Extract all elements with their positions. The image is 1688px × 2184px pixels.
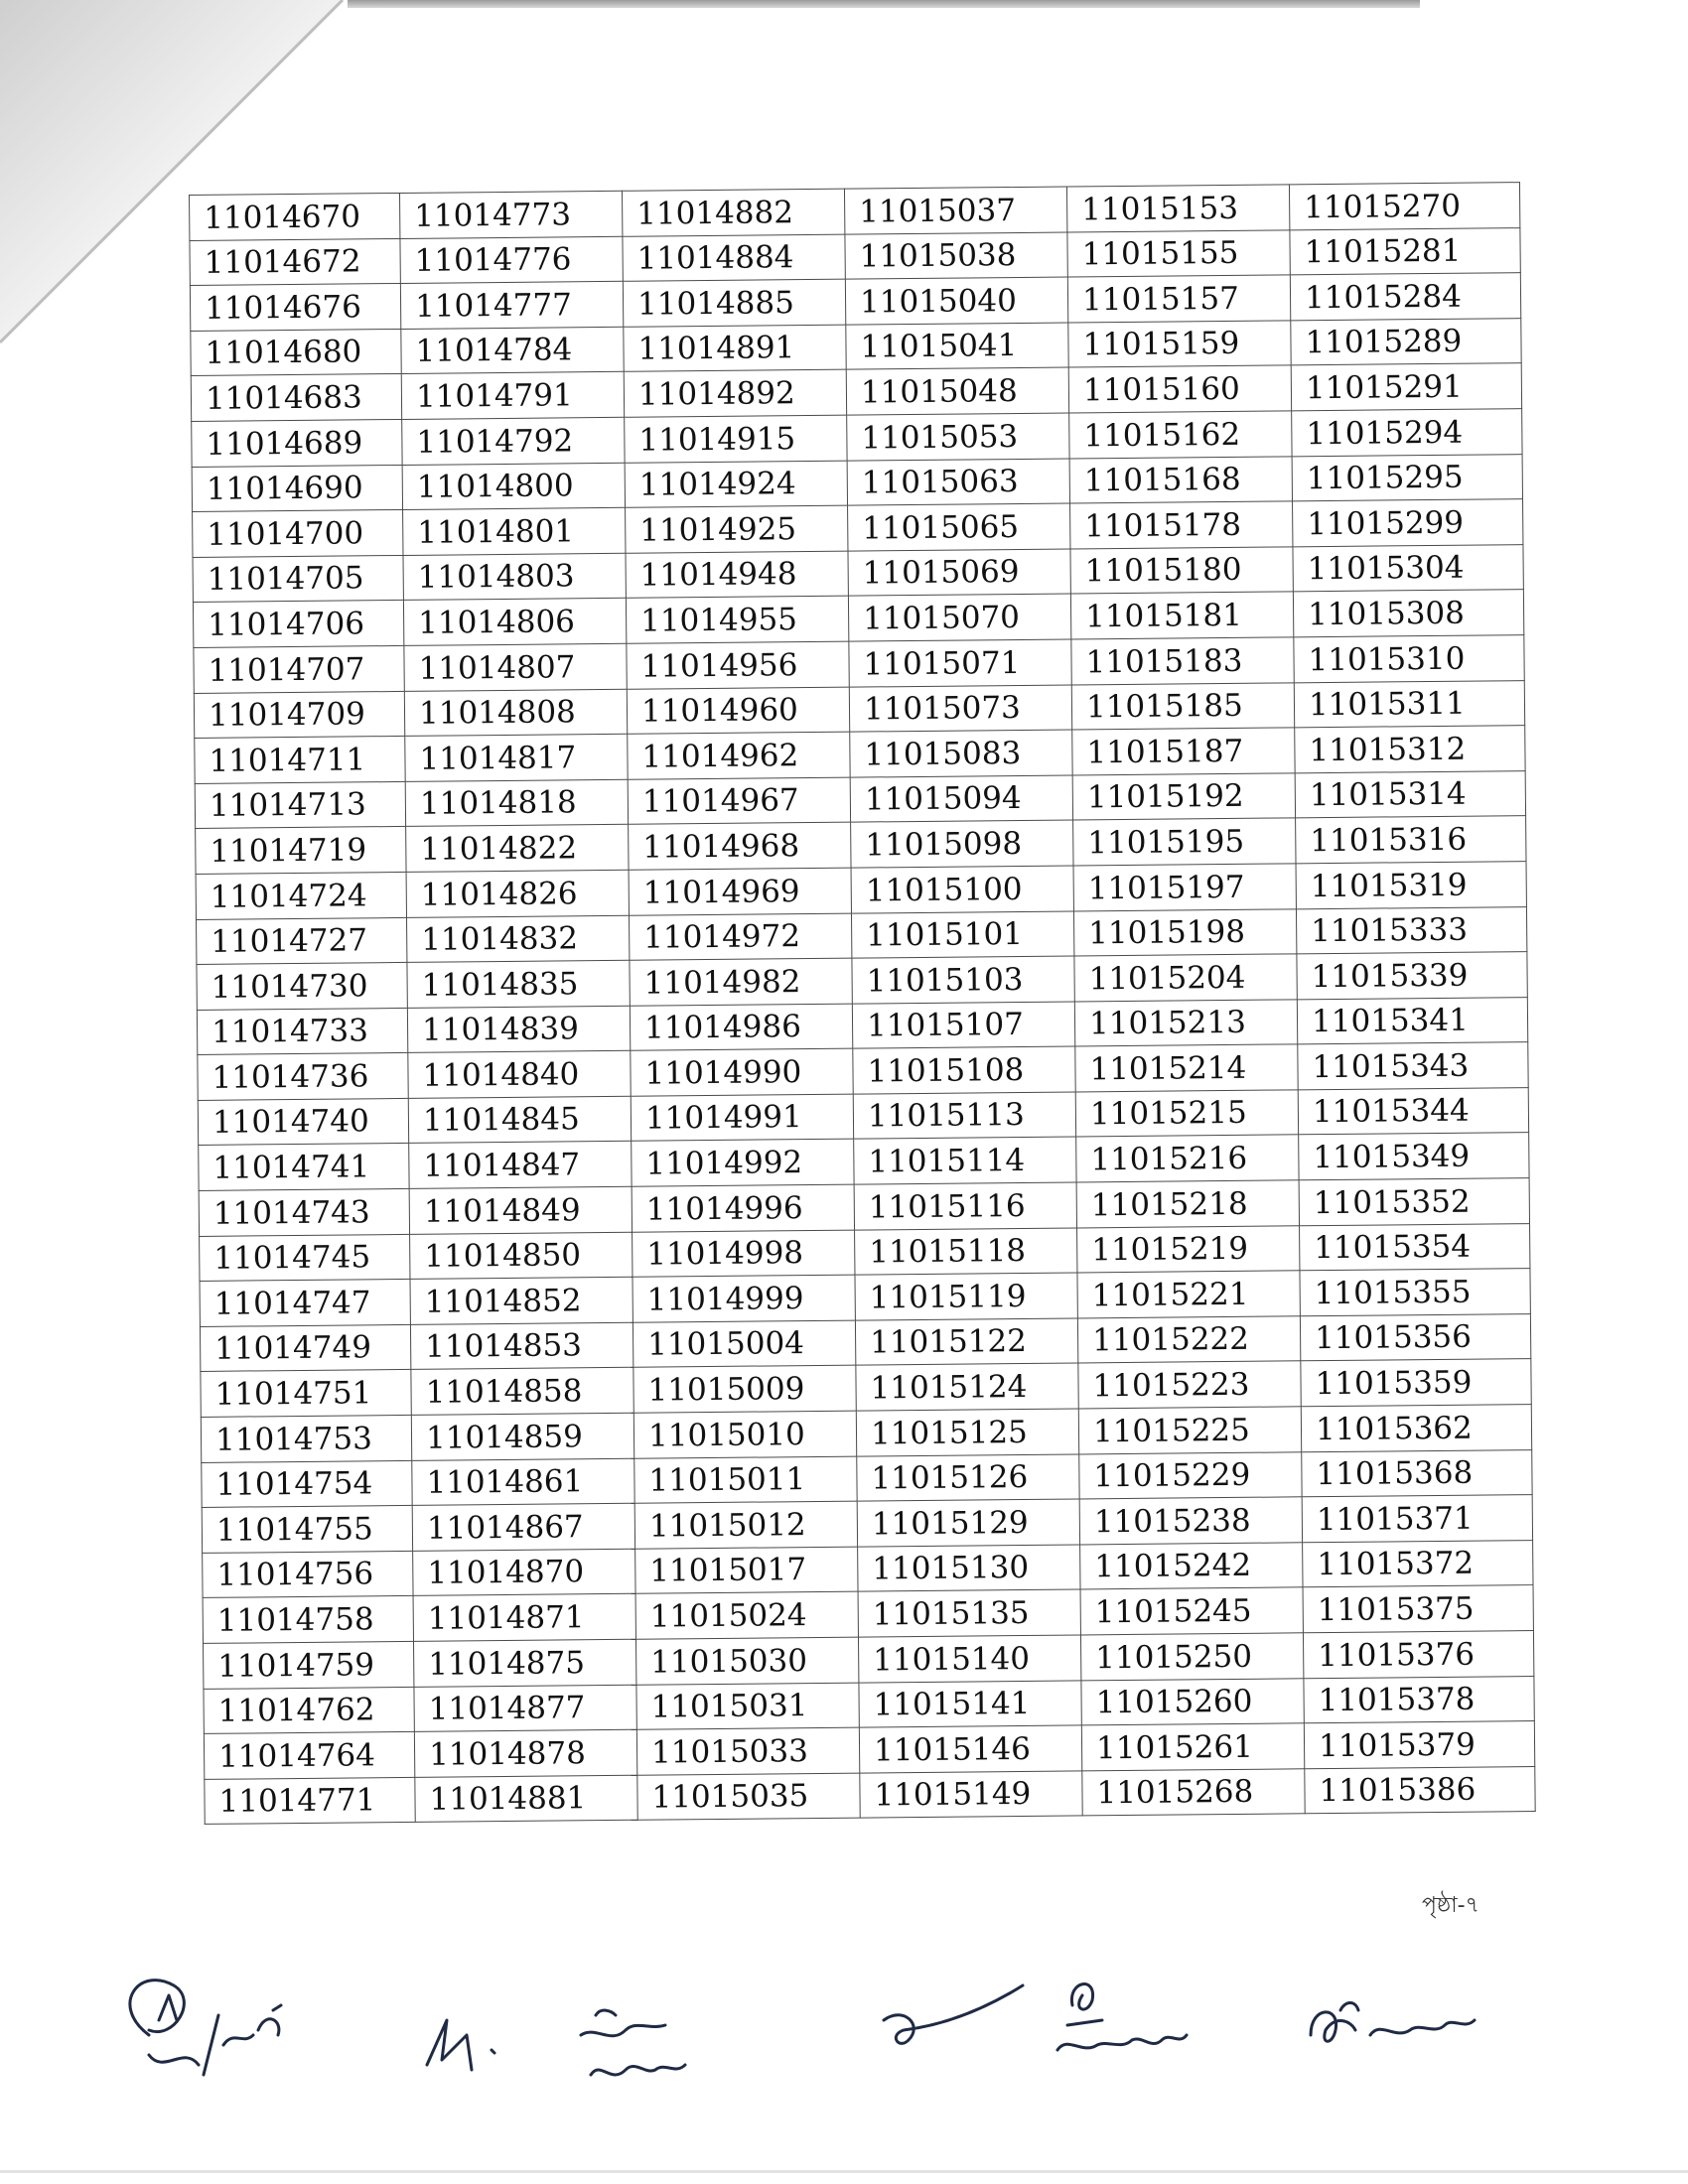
id-cell: 11014733 <box>197 1008 407 1055</box>
id-cell: 11015310 <box>1294 635 1524 683</box>
id-cell: 11015218 <box>1076 1180 1299 1228</box>
id-cell: 11015040 <box>845 277 1067 325</box>
id-cell: 11014740 <box>198 1098 408 1146</box>
id-cell: 11015114 <box>854 1137 1076 1184</box>
id-cell: 11014877 <box>414 1685 636 1732</box>
id-cell: 11015107 <box>852 1002 1074 1049</box>
id-cell: 11014998 <box>633 1230 855 1278</box>
id-cell: 11014859 <box>411 1413 633 1460</box>
id-cell: 11014727 <box>197 917 407 965</box>
id-cell: 11015116 <box>854 1182 1076 1230</box>
id-cell: 11015311 <box>1294 680 1524 728</box>
id-cell: 11015260 <box>1081 1678 1304 1725</box>
id-cell: 11015349 <box>1299 1133 1529 1180</box>
id-cell: 11014991 <box>631 1094 853 1142</box>
id-cell: 11015222 <box>1077 1316 1300 1364</box>
id-cell: 11015362 <box>1301 1405 1531 1452</box>
id-cell: 11014672 <box>190 238 400 286</box>
id-cell: 11015135 <box>858 1589 1080 1637</box>
id-cell: 11014878 <box>414 1729 636 1777</box>
id-cell: 11015094 <box>850 775 1072 823</box>
id-cell: 11015344 <box>1298 1087 1528 1135</box>
id-cell: 11014881 <box>415 1775 637 1823</box>
id-cell: 11015141 <box>859 1681 1081 1728</box>
id-cell: 11015070 <box>848 594 1070 641</box>
id-cell: 11014853 <box>410 1322 633 1370</box>
id-cell: 11014753 <box>201 1415 411 1462</box>
id-cell: 11015181 <box>1070 592 1293 639</box>
id-cell: 11015354 <box>1300 1223 1530 1271</box>
id-cell: 11014755 <box>202 1506 412 1554</box>
id-cell: 11015011 <box>634 1456 857 1504</box>
signature-row <box>0 1926 1688 2124</box>
id-cell: 11014792 <box>402 417 625 465</box>
id-cell: 11014915 <box>625 415 847 463</box>
id-cell: 11014956 <box>627 641 849 689</box>
id-cell: 11015153 <box>1066 185 1289 232</box>
id-cell: 11015035 <box>637 1773 860 1821</box>
id-cell: 11014839 <box>407 1006 630 1053</box>
id-cell: 11014840 <box>408 1051 631 1099</box>
id-cell: 11015308 <box>1293 590 1523 637</box>
id-cell: 11015155 <box>1067 229 1290 277</box>
id-cell: 11014680 <box>191 329 401 376</box>
id-cell: 11015024 <box>635 1592 858 1640</box>
id-cell: 11014706 <box>193 601 403 648</box>
id-cell: 11015372 <box>1303 1540 1533 1587</box>
id-cell: 11014736 <box>198 1053 408 1101</box>
id-cell: 11014871 <box>413 1594 635 1642</box>
id-cell: 11015312 <box>1295 726 1525 773</box>
id-table <box>189 182 1536 1825</box>
id-cell: 11014990 <box>631 1048 853 1096</box>
id-cell: 11014730 <box>197 963 407 1011</box>
id-cell: 11015291 <box>1291 363 1521 411</box>
id-cell: 11015122 <box>855 1318 1077 1366</box>
id-cell: 11014724 <box>196 872 406 919</box>
id-cell: 11015065 <box>848 503 1070 551</box>
id-cell: 11015281 <box>1290 227 1520 275</box>
id-cell: 11015214 <box>1075 1044 1298 1092</box>
id-cell: 11014847 <box>409 1142 632 1189</box>
id-cell: 11015368 <box>1302 1449 1532 1497</box>
id-cell: 11014850 <box>410 1232 633 1280</box>
id-cell: 11014969 <box>629 868 851 915</box>
id-cell: 11014791 <box>401 372 624 420</box>
id-cell: 11015140 <box>858 1635 1080 1683</box>
id-cell: 11014867 <box>412 1503 634 1551</box>
id-cell: 11014777 <box>400 281 623 329</box>
id-cell: 11015119 <box>855 1273 1077 1320</box>
id-cell: 11015037 <box>844 187 1066 234</box>
id-cell: 11015333 <box>1296 906 1526 954</box>
page-bottom-edge <box>0 2170 1688 2173</box>
id-cell: 11014683 <box>191 374 401 422</box>
id-cell: 11014807 <box>404 643 627 691</box>
id-cell: 11015103 <box>852 956 1074 1004</box>
id-cell: 11014822 <box>406 825 629 873</box>
id-cell: 11014771 <box>205 1777 415 1825</box>
id-cell: 11015083 <box>850 730 1072 777</box>
id-cell: 11014758 <box>203 1596 413 1644</box>
id-cell: 11014817 <box>405 734 628 781</box>
id-cell: 11015229 <box>1079 1451 1302 1499</box>
id-cell: 11015162 <box>1069 411 1292 459</box>
id-cell: 11014800 <box>402 463 625 510</box>
id-cell: 11015130 <box>858 1545 1080 1592</box>
id-cell: 11014968 <box>629 822 851 870</box>
id-cell: 11014852 <box>410 1278 633 1325</box>
id-cell: 11014773 <box>399 191 622 238</box>
id-cell: 11015168 <box>1069 456 1292 503</box>
id-cell: 11015183 <box>1071 637 1294 685</box>
id-cell: 11014676 <box>190 284 400 332</box>
id-cell: 11015157 <box>1067 275 1290 323</box>
id-cell: 11015204 <box>1074 954 1297 1002</box>
id-cell: 11015004 <box>633 1320 855 1368</box>
id-cell: 11015038 <box>845 232 1067 280</box>
id-cell: 11014713 <box>195 781 405 829</box>
id-cell: 11015197 <box>1073 864 1296 911</box>
id-cell: 11014875 <box>414 1639 636 1687</box>
id-cell: 11015261 <box>1081 1723 1304 1771</box>
id-cell: 11015126 <box>857 1454 1079 1502</box>
id-cell: 11014826 <box>406 870 629 917</box>
signature-1 <box>130 1980 281 2075</box>
id-cell: 11014999 <box>633 1275 855 1322</box>
id-cell: 11015238 <box>1079 1497 1302 1545</box>
id-cell: 11015356 <box>1300 1313 1530 1361</box>
id-cell: 11014745 <box>200 1234 410 1282</box>
id-cell: 11015031 <box>636 1683 859 1730</box>
id-cell: 11015319 <box>1296 862 1526 909</box>
id-cell: 11014756 <box>203 1551 413 1598</box>
id-cell: 11014972 <box>629 913 851 961</box>
id-cell: 11015069 <box>848 549 1070 597</box>
id-cell: 11015225 <box>1078 1407 1301 1454</box>
id-cell: 11015125 <box>856 1409 1078 1456</box>
id-cell: 11014759 <box>204 1641 414 1689</box>
id-cell: 11014832 <box>406 915 629 963</box>
id-cell: 11015098 <box>851 820 1073 868</box>
id-cell: 11014801 <box>403 507 626 555</box>
id-cell: 11014861 <box>412 1458 634 1506</box>
id-cell: 11015343 <box>1298 1042 1528 1090</box>
id-cell: 11015010 <box>633 1411 856 1458</box>
id-cell: 11015352 <box>1299 1178 1529 1226</box>
id-cell: 11014858 <box>411 1368 633 1416</box>
id-cell: 11015221 <box>1077 1271 1300 1318</box>
id-cell: 11015216 <box>1076 1135 1299 1182</box>
id-cell: 11014806 <box>403 599 626 646</box>
id-cell: 11015371 <box>1302 1495 1532 1543</box>
id-cell: 11014751 <box>201 1370 411 1418</box>
id-cell: 11014892 <box>624 370 846 418</box>
id-cell: 11015359 <box>1301 1359 1531 1407</box>
id-cell: 11015195 <box>1073 818 1296 866</box>
id-cell: 11015033 <box>636 1727 859 1775</box>
id-cell: 11015185 <box>1071 682 1294 730</box>
page-top-edge <box>348 0 1420 8</box>
id-cell: 11015146 <box>859 1725 1081 1773</box>
page-number-label: পৃষ্ঠা-৭ <box>1422 1893 1479 1918</box>
id-cell: 11015048 <box>846 367 1068 415</box>
id-cell: 11015386 <box>1305 1766 1535 1814</box>
id-cell: 11014948 <box>626 551 848 599</box>
id-cell: 11014719 <box>196 827 406 875</box>
id-cell: 11015339 <box>1297 952 1527 1000</box>
id-cell: 11015304 <box>1293 544 1523 592</box>
id-cell: 11014709 <box>194 691 404 739</box>
id-cell: 11015375 <box>1303 1585 1533 1633</box>
id-cell: 11014986 <box>630 1004 852 1051</box>
id-cell: 11015149 <box>860 1771 1082 1819</box>
id-cell: 11014776 <box>400 236 623 284</box>
id-cell: 11015341 <box>1297 997 1527 1044</box>
id-cell: 11015012 <box>634 1501 857 1549</box>
id-cell: 11015376 <box>1303 1631 1533 1679</box>
id-cell: 11015178 <box>1070 501 1293 549</box>
id-cell: 11015215 <box>1075 1090 1298 1138</box>
id-cell: 11015073 <box>849 685 1071 733</box>
id-cell: 11015124 <box>856 1363 1078 1411</box>
signature-3 <box>581 2010 685 2075</box>
id-cell: 11015314 <box>1295 770 1525 818</box>
id-cell: 11014689 <box>192 419 402 467</box>
id-cell: 11015379 <box>1304 1721 1534 1769</box>
id-cell: 11015299 <box>1293 499 1523 547</box>
id-cell: 11015017 <box>635 1547 858 1594</box>
id-cell: 11015160 <box>1068 365 1291 413</box>
id-cell: 11015041 <box>846 323 1068 370</box>
id-cell: 11015030 <box>635 1637 858 1685</box>
id-cell: 11014891 <box>624 325 846 372</box>
id-cell: 11015284 <box>1290 273 1520 321</box>
id-cell: 11015295 <box>1292 454 1522 501</box>
id-cell: 11014762 <box>204 1687 414 1734</box>
id-cell: 11014849 <box>409 1186 632 1234</box>
id-cell: 11014967 <box>628 777 850 825</box>
id-cell: 11014700 <box>193 510 403 558</box>
id-cell: 11015009 <box>633 1366 856 1414</box>
signature-5 <box>1057 1984 1187 2050</box>
id-cell: 11015250 <box>1080 1633 1303 1681</box>
id-cell: 11014960 <box>627 687 849 735</box>
id-cell: 11014835 <box>407 960 630 1008</box>
id-cell: 11014747 <box>200 1280 410 1327</box>
id-cell: 11014749 <box>200 1324 410 1372</box>
id-cell: 11015063 <box>847 459 1069 506</box>
id-cell: 11015101 <box>851 910 1073 958</box>
id-cell: 11015294 <box>1292 409 1522 457</box>
id-cell: 11014764 <box>204 1732 414 1780</box>
id-cell: 11014996 <box>632 1184 854 1232</box>
id-number-grid <box>189 182 1536 1912</box>
id-cell: 11015270 <box>1289 183 1519 230</box>
id-cell: 11015245 <box>1080 1587 1303 1635</box>
id-cell: 11015223 <box>1078 1361 1301 1409</box>
id-cell: 11014885 <box>623 279 845 327</box>
id-cell: 11014711 <box>195 737 405 784</box>
id-cell: 11014808 <box>404 689 627 737</box>
signature-6 <box>1311 2003 1475 2042</box>
id-cell: 11014803 <box>403 553 626 601</box>
id-cell: 11014884 <box>623 234 845 282</box>
id-cell: 11015242 <box>1080 1543 1303 1590</box>
id-cell: 11015213 <box>1074 1000 1297 1047</box>
id-cell: 11015113 <box>853 1092 1075 1140</box>
id-cell: 11014690 <box>192 465 402 512</box>
id-cell: 11015071 <box>849 639 1071 687</box>
id-cell: 11015159 <box>1068 321 1291 368</box>
id-cell: 11014707 <box>194 645 404 693</box>
signature-2 <box>427 2020 494 2070</box>
id-cell: 11015192 <box>1072 773 1295 821</box>
signature-4 <box>884 1985 1023 2043</box>
id-cell: 11015219 <box>1077 1225 1300 1273</box>
id-cell: 11014845 <box>408 1096 631 1144</box>
id-cell: 11014670 <box>190 193 400 240</box>
id-cell: 11015268 <box>1082 1769 1305 1817</box>
id-cell: 11014992 <box>632 1140 854 1187</box>
id-cell: 11014743 <box>199 1188 409 1236</box>
id-cell: 11014882 <box>622 189 844 236</box>
id-cell: 11014754 <box>202 1460 412 1508</box>
id-cell: 11015316 <box>1296 816 1526 864</box>
id-cell: 11015118 <box>855 1228 1077 1276</box>
id-cell: 11014784 <box>401 327 624 374</box>
id-cell: 11015198 <box>1073 908 1296 956</box>
id-cell: 11014870 <box>413 1549 635 1596</box>
id-cell: 11015355 <box>1300 1269 1530 1316</box>
id-cell: 11015378 <box>1304 1676 1534 1723</box>
id-cell: 11014741 <box>199 1144 409 1191</box>
id-cell: 11015108 <box>853 1046 1075 1094</box>
id-cell: 11015180 <box>1070 547 1293 595</box>
id-cell: 11015100 <box>851 866 1073 913</box>
id-cell: 11015129 <box>857 1499 1079 1547</box>
id-cell: 11014925 <box>626 505 848 553</box>
id-cell: 11014705 <box>193 555 403 603</box>
id-cell: 11015289 <box>1291 318 1521 365</box>
id-cell: 11014982 <box>630 958 852 1006</box>
id-cell: 11014962 <box>628 732 850 779</box>
id-cell: 11015187 <box>1072 728 1295 775</box>
id-cell: 11015053 <box>847 413 1069 461</box>
id-cell: 11014924 <box>625 461 847 508</box>
id-cell: 11014818 <box>405 779 628 827</box>
id-cell: 11014955 <box>626 596 848 643</box>
